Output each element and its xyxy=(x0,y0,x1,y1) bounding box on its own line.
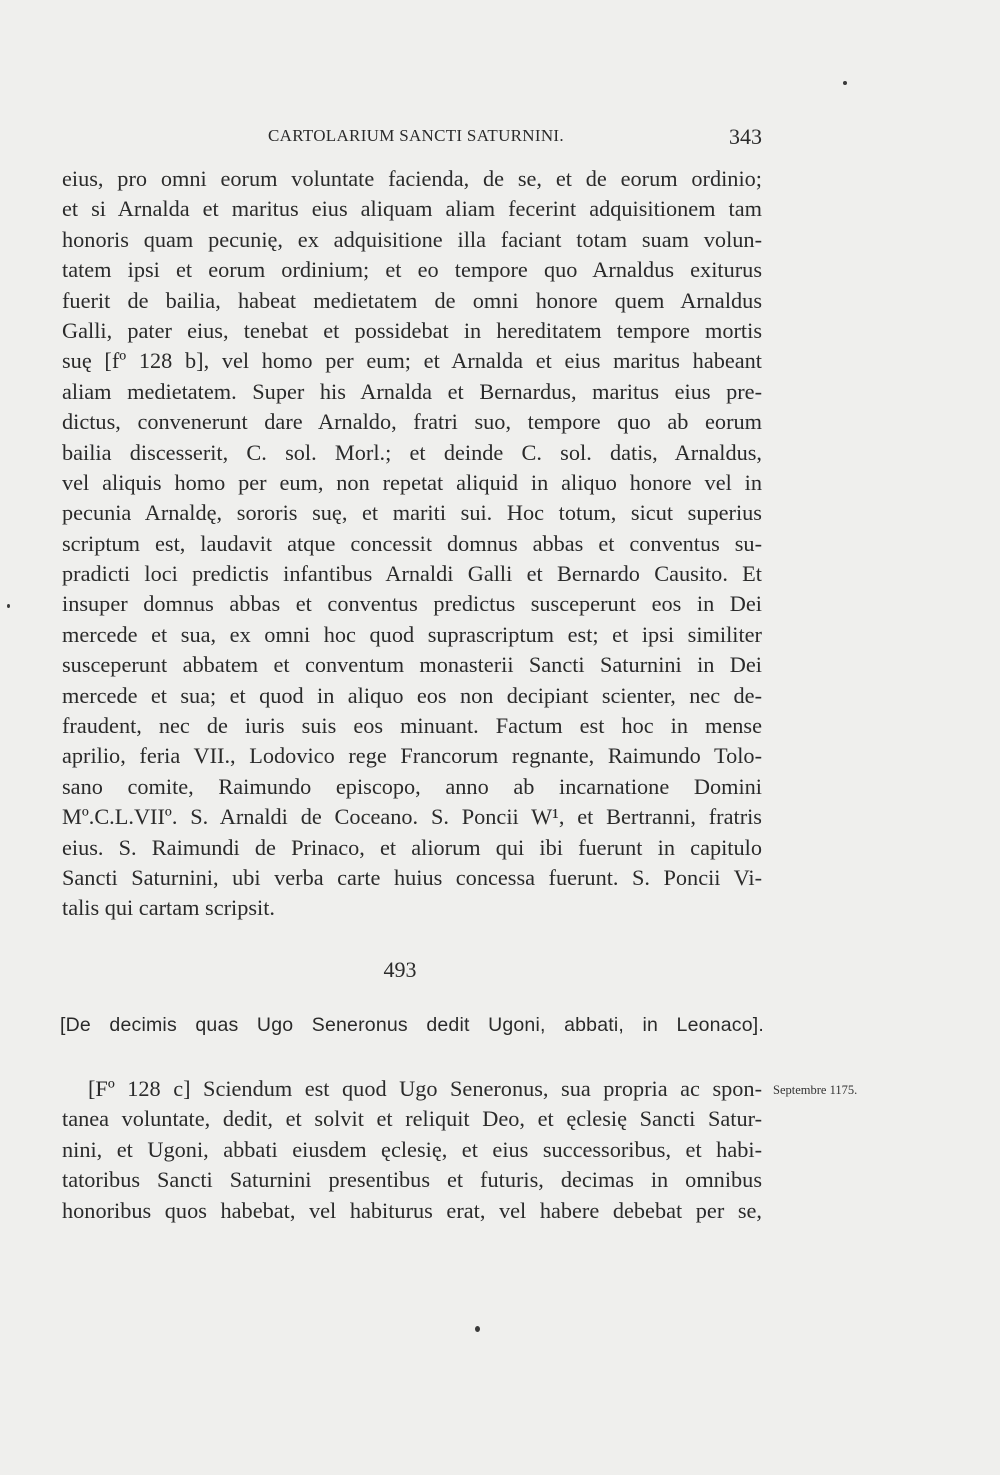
text-line: tatoribus Sancti Saturnini presentibus et futuris, decimas in omnibus xyxy=(62,1167,762,1193)
text-line: [Fº 128 c] Sciendum est quod Ugo Seneronus, sua propria ac spon- xyxy=(88,1076,762,1101)
text-line: Sancti Saturnini, ubi verba carte huius concessa fuerunt. S. Poncii Vi- xyxy=(62,864,762,890)
charter-body xyxy=(62,1074,762,1226)
text-line: fuerit de bailia, habeat medietatem de omni honore quem Arnaldus xyxy=(62,287,762,313)
text-line: vel aliquis homo per eum, non repetat aliquid in aliquo honore vel in xyxy=(62,469,762,495)
ink-speck xyxy=(475,1326,480,1332)
running-title: CARTOLARIUM SANCTI SATURNINI. xyxy=(268,126,564,145)
text-line: honoribus quos habebat, vel habiturus erat, vel habere debebat per se, xyxy=(62,1197,762,1223)
charter-number: 493 xyxy=(383,957,417,982)
text-line: tanea voluntate, dedit, et solvit et reliquit Deo, et ęclesię Sancti Satur- xyxy=(62,1106,762,1132)
text-line: fraudent, nec de iuris suis eos minuant. Factum est hoc in mense xyxy=(62,713,762,739)
text-line: bailia discesserit, C. sol. Morl.; et deinde C. sol. datis, Arnaldus, xyxy=(62,439,762,465)
ink-speck xyxy=(843,81,847,85)
page-number: 343 xyxy=(729,124,762,149)
text-line: susceperunt abbatem et conventum monasterii Sancti Saturnini in Dei xyxy=(62,652,762,678)
text-line: scriptum est, laudavit atque concessit domnus abbas et conventus su- xyxy=(62,530,762,556)
margin-date: Septembre 1175. xyxy=(773,1083,858,1097)
text-line: pecunia Arnaldę, sororis suę, et mariti sui. Hoc totum, sicut superius xyxy=(62,500,762,526)
ink-speck xyxy=(7,604,10,608)
charter-body-continued xyxy=(62,164,762,924)
running-head xyxy=(62,126,762,156)
text-line: dictus, convenerunt dare Arnaldo, fratri suo, tempore quo ab eorum xyxy=(62,409,762,435)
text-line: insuper domnus abbas et conventus predictus susceperunt eos in Dei xyxy=(62,591,762,617)
text-line: tatem ipsi et eorum ordinium; et eo tempore quo Arnaldus exiturus xyxy=(62,257,762,283)
text-line: eius, pro omni eorum voluntate facienda, de se, et de eorum ordinio; xyxy=(62,166,762,191)
text-line: sano comite, Raimundo episcopo, anno ab incarnatione Domini xyxy=(62,773,762,799)
charter-title: [De decimis quas Ugo Seneronus dedit Ugoni, abbati, in Leonaco]. xyxy=(60,1014,764,1036)
text-line: aliam medietatem. Super his Arnalda et Bernardus, maritus eius pre- xyxy=(62,378,762,404)
text-line: mercede et sua; et quod in aliquo eos non decipiant scienter, nec de- xyxy=(62,682,762,708)
text-line: pradicti loci predictis infantibus Arnaldi Galli et Bernardo Causito. Et xyxy=(62,561,762,587)
text-line: Mº.C.L.VIIº. S. Arnaldi de Coceano. S. Poncii W¹, et Bertranni, fratris xyxy=(62,804,762,830)
text-line: talis qui cartam scripsit. xyxy=(62,895,276,921)
text-line: Galli, pater eius, tenebat et possidebat in hereditatem tempore mortis xyxy=(62,317,762,343)
text-line: eius. S. Raimundi de Prinaco, et aliorum qui ibi fuerunt in capitulo xyxy=(62,834,762,860)
text-line: honoris quam pecunię, ex adquisitione illa faciant totam suam volun- xyxy=(62,226,762,252)
text-line: nini, et Ugoni, abbati eiusdem ęclesię, et eius successoribus, et habi- xyxy=(62,1136,762,1162)
text-line: aprilio, feria VII., Lodovico rege Francorum regnante, Raimundo Tolo- xyxy=(62,743,762,769)
text-line: suę [fº 128 b], vel homo per eum; et Arnalda et eius maritus habeant xyxy=(62,348,762,374)
text-line: mercede et sua, ex omni hoc quod suprascriptum est; et ipsi similiter xyxy=(62,621,762,647)
text-line: et si Arnalda et maritus eius aliquam aliam fecerint adquisitionem tam xyxy=(62,196,762,222)
